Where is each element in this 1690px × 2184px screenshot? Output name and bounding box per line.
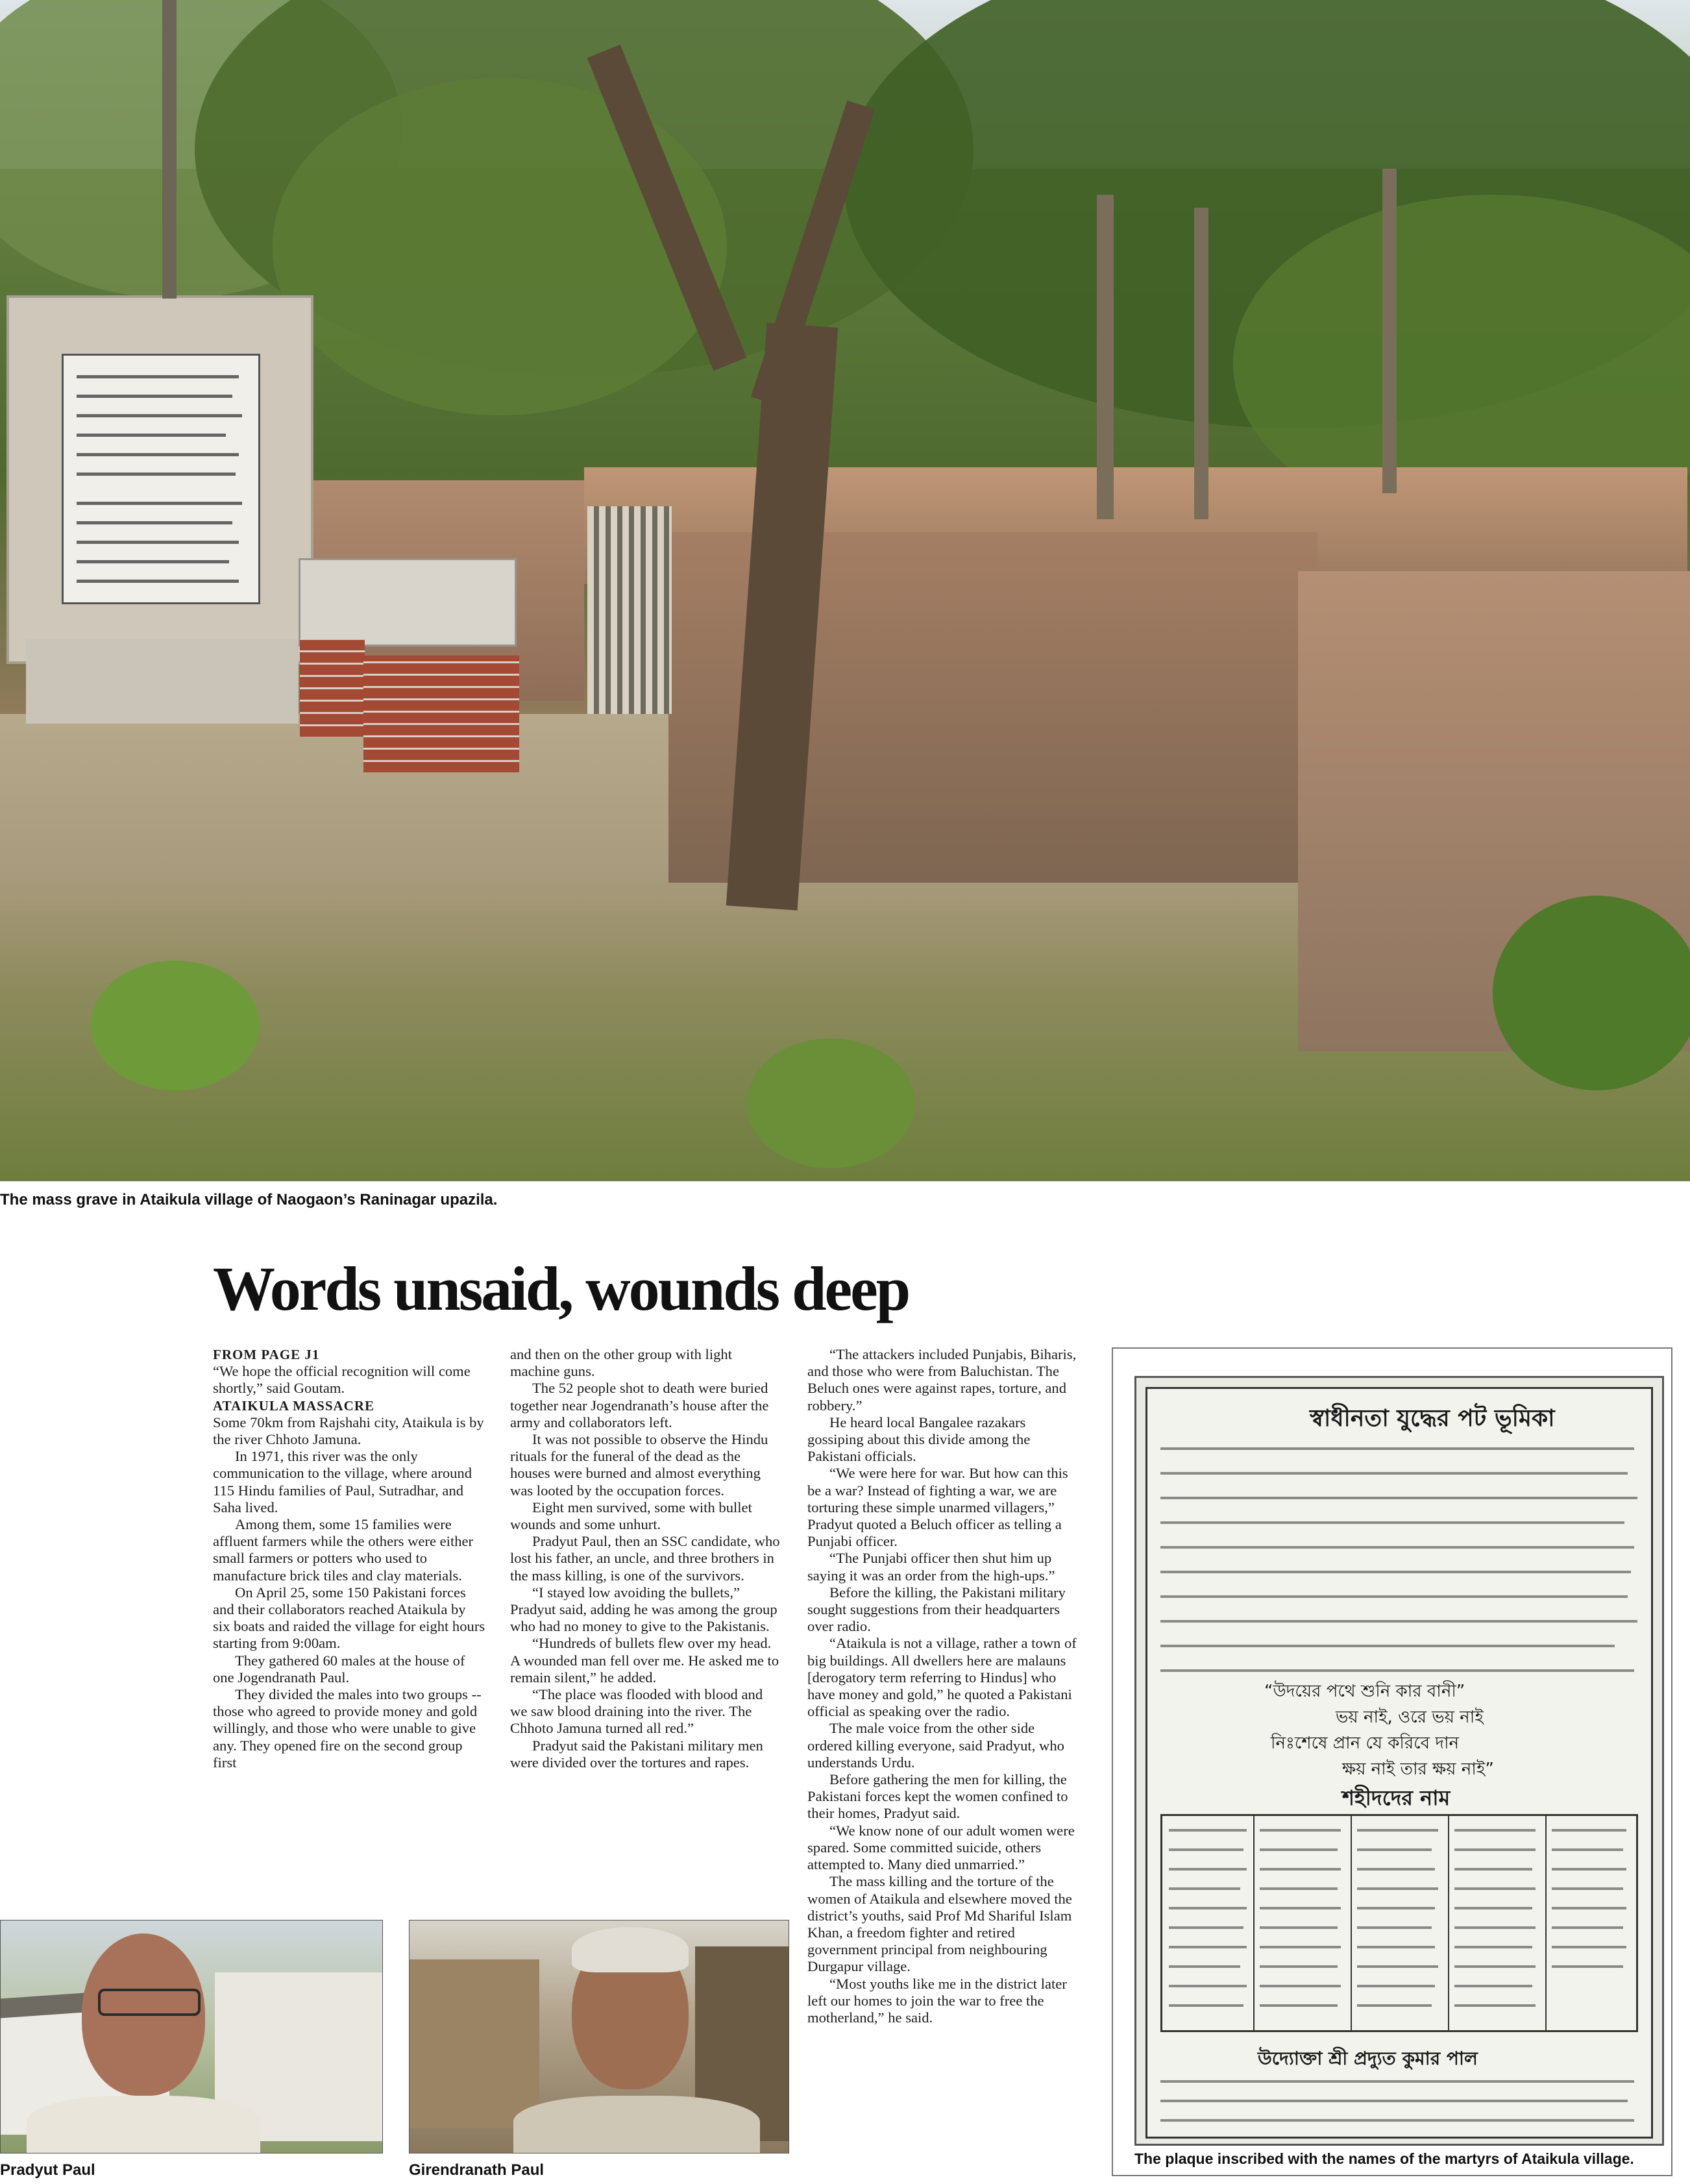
- plaque-poem-line-2: ভয় নাই, ওরে ভয় নাই: [1336, 1708, 1484, 1727]
- names-heading: শহীদদের নাম: [1342, 1785, 1451, 1810]
- article-column-2: [510, 1346, 783, 1771]
- martyrs-names-table: [1160, 1814, 1638, 2032]
- pradyut-paul-caption: Pradyut Paul: [0, 2161, 95, 2179]
- paragraph: Pradyut Paul, then an SSC candidate, who lost his father, an uncle, and three brothers in the mass killing, is one of the survivors.: [510, 1533, 780, 1584]
- paragraph: “I stayed low avoiding the bullets,” Pradyut said, adding he was among the group who had no money to give to the Pakistanis.: [510, 1584, 778, 1635]
- paragraph: In 1971, this river was the only communication to the village, where around 115 Hindu families of Paul, Sutradhar, and Saha lived.: [213, 1448, 472, 1515]
- headline: Words unsaid, wounds deep: [213, 1254, 909, 1323]
- plaque-title: স্বাধীনতা যুদ্ধের পট ভূমিকা: [1310, 1405, 1555, 1432]
- plaque-founder: উদ্যোক্তা শ্রী প্রদ্যুত কুমার পাল: [1258, 2048, 1478, 2069]
- plaque-poem-line-1: “উদয়ের পথে শুনি কার বানী”: [1264, 1682, 1465, 1701]
- plaque-poem-line-4: ক্ষয় নাই তার ক্ষয় নাই”: [1342, 1760, 1494, 1779]
- paragraph: Pradyut said the Pakistani military men were divided over the tortures and rapes.: [510, 1737, 763, 1771]
- kicker-section: ATAIKULA MASSACRE: [213, 1397, 375, 1414]
- mass-grave-caption: The mass grave in Ataikula village of Naogaon’s Raninagar upazila.: [0, 1191, 498, 1209]
- paragraph: “We hope the official recognition will come shortly,” said Goutam.: [213, 1363, 471, 1397]
- pradyut-paul-photo: [0, 1920, 383, 2153]
- paragraph: The male voice from the other side ordered killing everyone, said Pradyut, who understands Urdu.: [807, 1720, 1064, 1771]
- paragraph: Some 70km from Rajshahi city, Ataikula is by the river Chhoto Jamuna.: [213, 1414, 484, 1448]
- article-column-3: [807, 1346, 1080, 2026]
- girendranath-paul-photo: [409, 1920, 789, 2153]
- paragraph: The mass killing and the torture of the women of Ataikula and elsewhere moved the district’s youths, said Prof Md Shariful Islam Khan, a freedom fighter and retired government principal from neighbouring Durgapur village.: [807, 1873, 1072, 1975]
- paragraph: They gathered 60 males at the house of one Jogendranath Paul.: [213, 1652, 465, 1686]
- paragraph: “Ataikula is not a village, rather a town of big buildings. All dwellers here are malauns [derogatory term referring to Hindus] who have money and gold,” he quoted a Pakistani official as speaking over the radio.: [807, 1635, 1077, 1720]
- plaque-poem-line-3: নিঃশেষে প্রান যে করিবে দান: [1271, 1734, 1460, 1753]
- article-column-1: [213, 1346, 485, 1771]
- paragraph: The 52 people shot to death were buried together near Jogendranath’s house after the army and collaborators left.: [510, 1380, 769, 1430]
- paragraph: Before gathering the men for killing, the Pakistani forces kept the women confined to their homes, Pradyut said.: [807, 1771, 1068, 1822]
- paragraph: On April 25, some 150 Pakistani forces and their collaborators reached Ataikula by six boats and raided the village for eight hours starting from 9:00am.: [213, 1584, 485, 1652]
- paragraph: “The place was flooded with blood and we saw blood draining into the river. The Chhoto Jamuna turned all red.”: [510, 1686, 763, 1737]
- martyrs-plaque-photo: [1134, 1376, 1664, 2146]
- paragraph: Before the killing, the Pakistani military sought suggestions from their headquarters over radio.: [807, 1584, 1066, 1635]
- paragraph: “Hundreds of bullets flew over my head. A wounded man fell over me. He asked me to remain silent,” he added.: [510, 1635, 779, 1686]
- paragraph: Eight men survived, some with bullet wounds and some unhurt.: [510, 1499, 752, 1533]
- paragraph: He heard local Bangalee razakars gossiping about this divide among the Pakistani officials.: [807, 1414, 1031, 1465]
- paragraph: They divided the males into two groups -- those who agreed to provide money and gold willingly, and those who were unable to give any. They opened fire on the second group first: [213, 1686, 482, 1771]
- paragraph: It was not possible to observe the Hindu rituals for the funeral of the dead as the houses were burned and almost everything was looted by the occupation forces.: [510, 1431, 768, 1499]
- girendranath-paul-caption: Girendranath Paul: [409, 2161, 545, 2179]
- paragraph: and then on the other group with light machine guns.: [510, 1346, 732, 1380]
- paragraph: “Most youths like me in the district later left our homes to join the war to free the motherland,” he said.: [807, 1975, 1067, 2026]
- paragraph: “The Punjabi officer then shut him up saying it was an order from the high-ups.”: [807, 1550, 1055, 1584]
- paragraph: “The attackers included Punjabis, Biharis, and those who were from Baluchistan. The Beluch ones were against rapes, torture, and robbery.”: [807, 1346, 1077, 1414]
- memorial-inscription: [62, 354, 260, 604]
- paragraph: “We were here for war. But how can this be a war? Instead of fighting a war, we are torturing these simple unarmed villagers,” Pradyut quoted a Beluch officer as telling a Punjabi officer.: [807, 1465, 1068, 1550]
- kicker-from-page: FROM PAGE J1: [213, 1347, 320, 1362]
- paragraph: Among them, some 15 families were affluent farmers while the others were either small farmers or potters who used to manufacture brick tiles and clay materials.: [213, 1516, 474, 1584]
- plaque-caption: The plaque inscribed with the names of the martyrs of Ataikula village.: [1134, 2150, 1634, 2167]
- paragraph: “We know none of our adult women were spared. Some committed suicide, others attempted to. Many died unmarried.”: [807, 1822, 1075, 1873]
